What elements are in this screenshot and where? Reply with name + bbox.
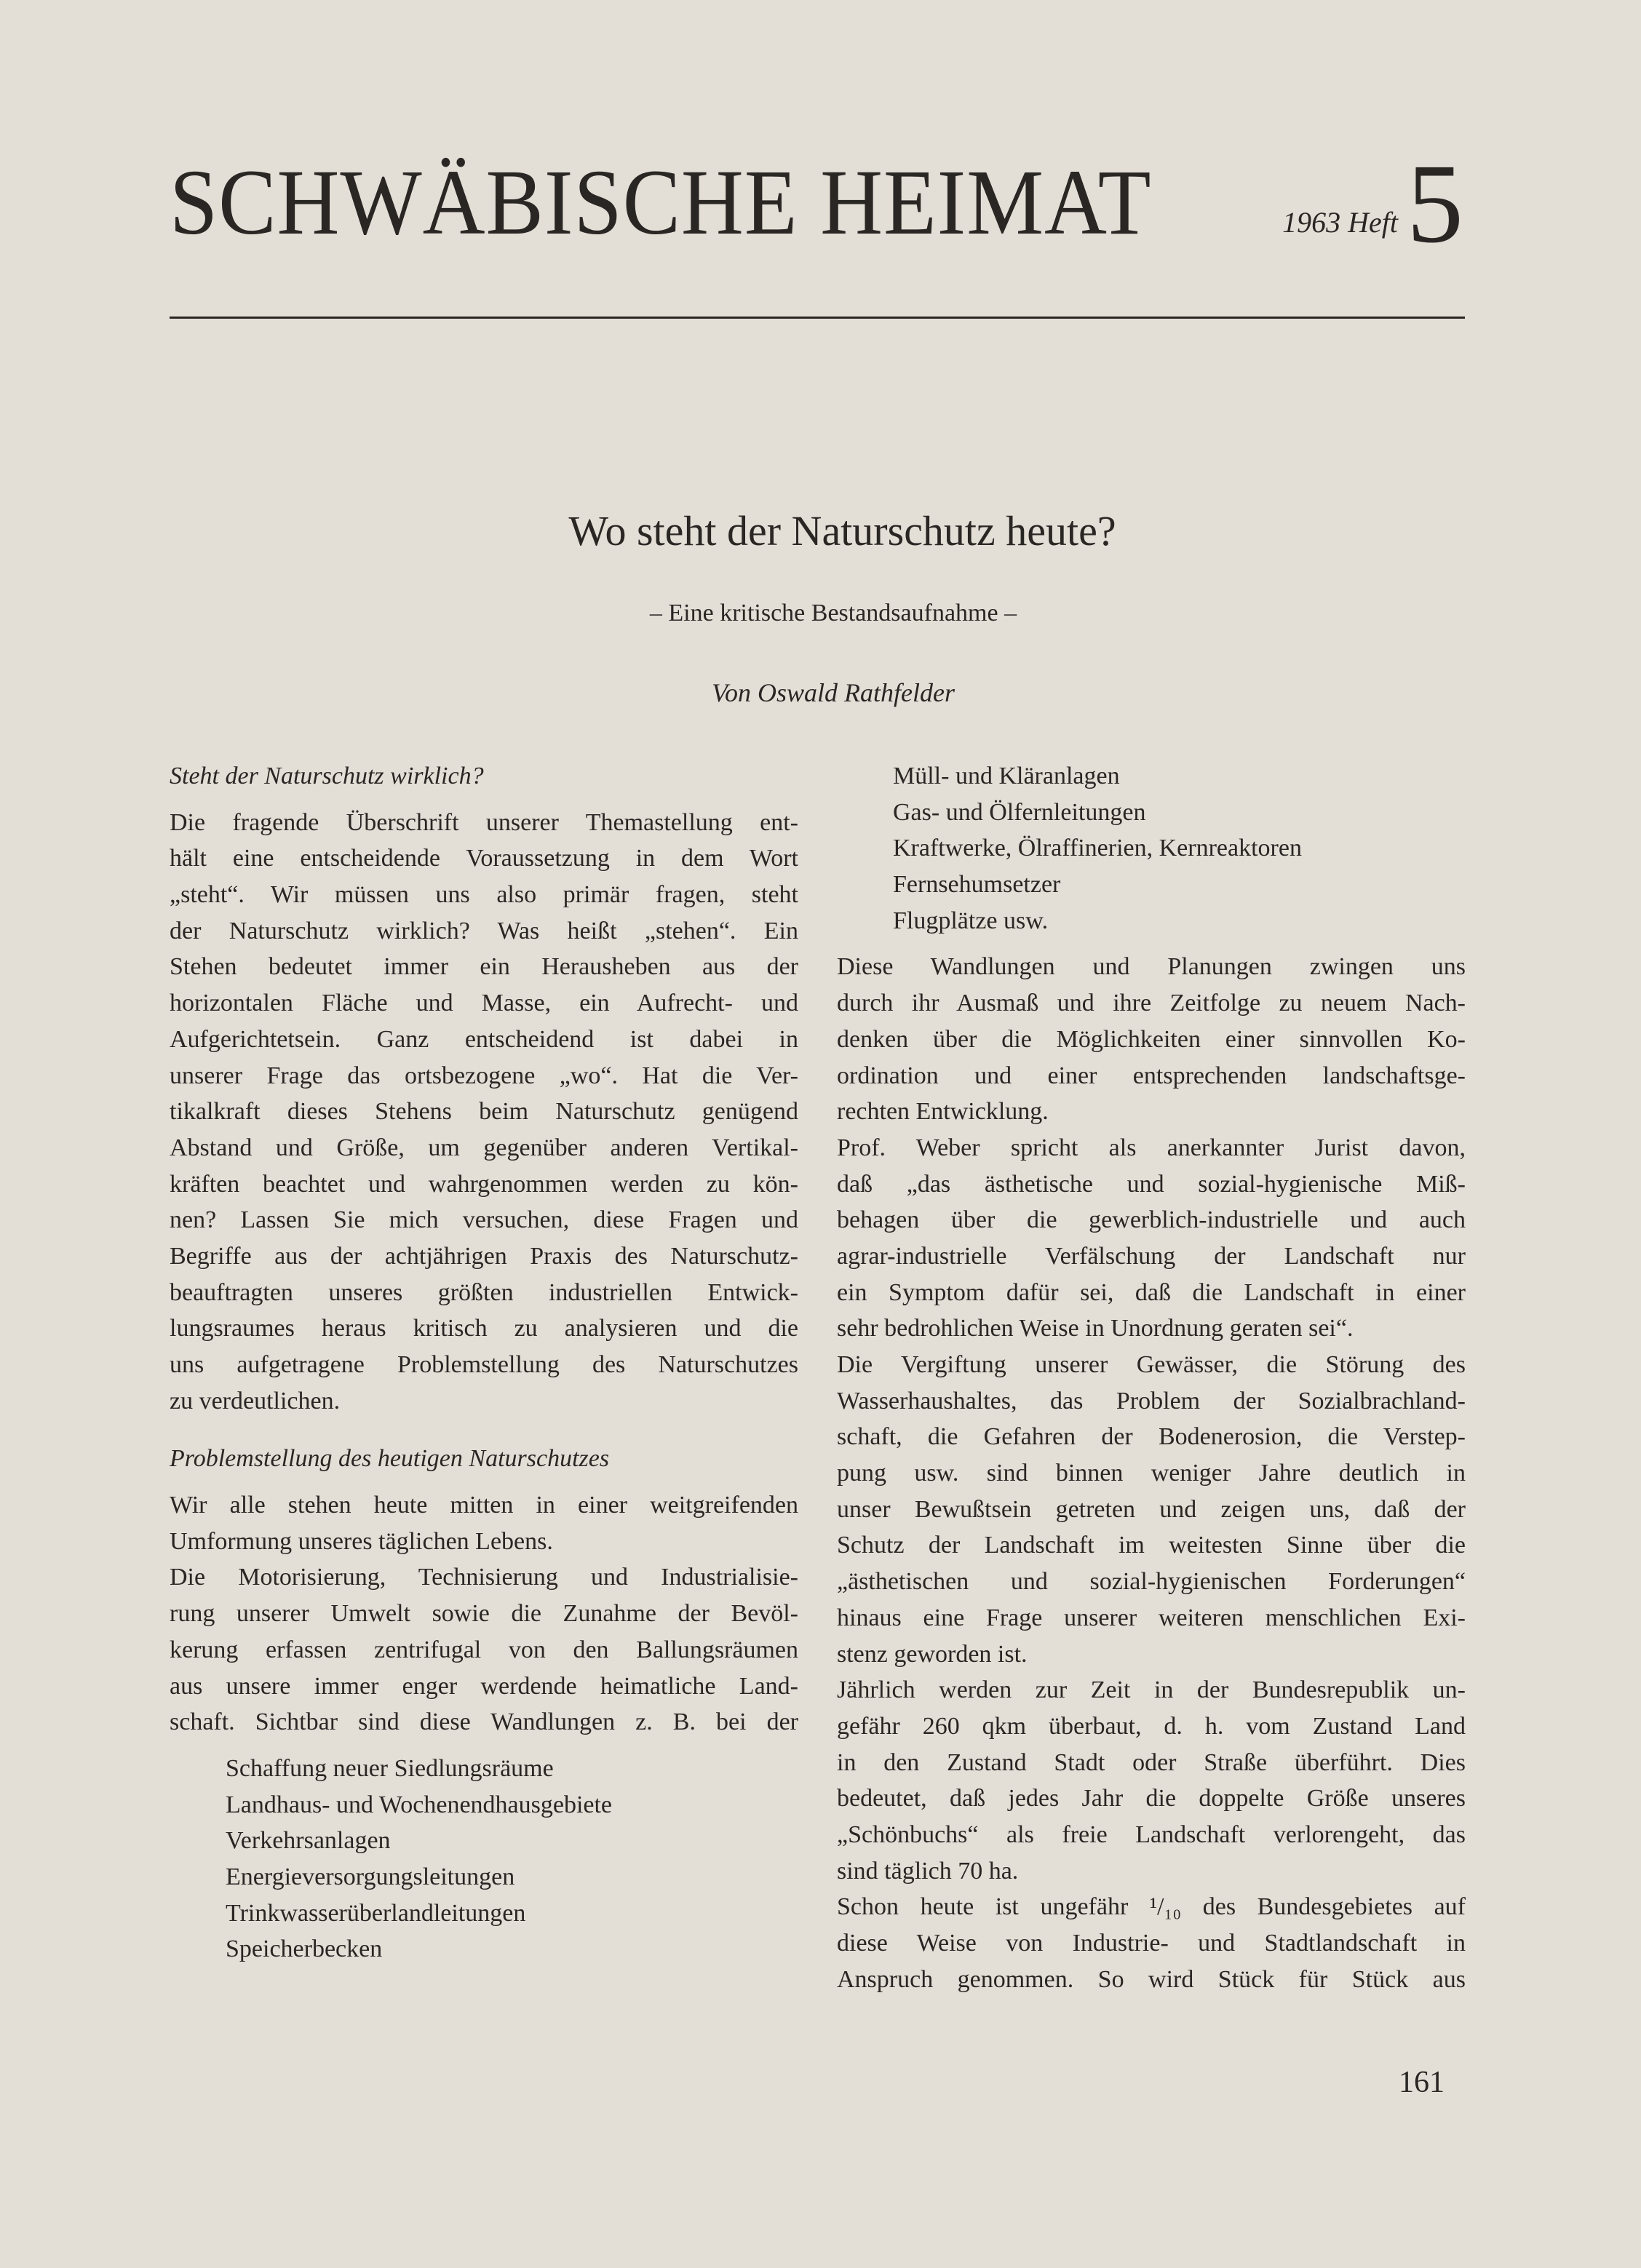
- text-line: Begriffe aus der achtjährigen Praxis des Naturschutz-: [170, 1242, 798, 1270]
- text-line: Prof. Weber spricht als anerkannter Jurist davon,: [837, 1134, 1466, 1161]
- text-line: Abstand und Größe, um gegenüber anderen Vertikal-: [170, 1134, 798, 1161]
- article-title: Wo steht der Naturschutz heute?: [568, 507, 1116, 554]
- list-item: Gas- und Ölfernleitungen: [893, 798, 1146, 826]
- list-item: Energieversorgungsleitungen: [226, 1863, 515, 1890]
- article-author: Von Oswald Rathfelder: [712, 678, 955, 707]
- text-line: „Schönbuchs“ als freie Landschaft verlorengeht, das: [837, 1821, 1466, 1848]
- text-line: schaft. Sichtbar sind diese Wandlungen z. B. bei der: [170, 1708, 798, 1736]
- text-line: behagen über die gewerblich-industrielle und auch: [837, 1206, 1466, 1234]
- text-line: unserer Frage das ortsbezogene „wo“. Hat die Ver-: [170, 1062, 798, 1089]
- text-line: Schon heute ist ungefähr ¹/₁₀ des Bundesgebietes auf: [837, 1893, 1466, 1921]
- text-line: lungsraumes heraus kritisch zu analysieren und die: [170, 1315, 798, 1342]
- text-line: Die fragende Überschrift unserer Themastellung ent-: [170, 808, 798, 836]
- issue-year: 1963 Heft: [1282, 206, 1398, 239]
- text-line: bedeutet, daß jedes Jahr die doppelte Größe unseres: [837, 1785, 1466, 1813]
- text-line: Schutz der Landschaft im weitesten Sinne über die: [837, 1532, 1466, 1559]
- text-line: beauftragten unseres größten industriellen Entwick-: [170, 1278, 798, 1306]
- text-line: „ästhetischen und sozial-hygienischen Forderungen“: [837, 1568, 1466, 1596]
- paragraph: [170, 1487, 798, 1559]
- list-item: Kraftwerke, Ölraffinerien, Kernreaktoren: [893, 835, 1302, 862]
- text-line: ordination und einer entsprechenden landschaftsge-: [837, 1062, 1466, 1089]
- text-line: stenz geworden ist.: [837, 1640, 1028, 1668]
- journal-title: SCHWÄBISCHE HEIMAT: [170, 151, 1152, 254]
- text-line: pung usw. sind binnen weniger Jahre deutlich in: [837, 1460, 1466, 1487]
- text-line: tikalkraft dieses Stehens beim Naturschutz genügend: [170, 1098, 798, 1126]
- text-line: schaft, die Gefahren der Bodenerosion, die Verstep-: [837, 1423, 1466, 1451]
- text-line: Die Motorisierung, Technisierung und Industrialisie-: [170, 1564, 798, 1591]
- list-item: Müll- und Kläranlagen: [893, 763, 1120, 789]
- article-subtitle: – Eine kritische Bestandsaufnahme –: [649, 600, 1017, 626]
- text-line: rung unserer Umwelt sowie die Zunahme der Bevöl-: [170, 1600, 798, 1628]
- list-item: Flugplätze usw.: [893, 907, 1049, 934]
- right-column: [837, 758, 1466, 1997]
- list-item: Verkehrsanlagen: [226, 1827, 391, 1855]
- text-line: in den Zustand Stadt oder Straße überführt. Dies: [837, 1748, 1466, 1776]
- indented-list: [170, 1751, 798, 1967]
- text-line: rechten Entwicklung.: [837, 1098, 1049, 1126]
- text-line: hinaus eine Frage unserer weiteren menschlichen Exi-: [837, 1604, 1466, 1631]
- text-line: horizontalen Fläche und Masse, ein Aufrecht- und: [170, 990, 798, 1017]
- text-line: sehr bedrohlichen Weise in Unordnung geraten sei“.: [837, 1315, 1354, 1342]
- list-item: Fernsehumsetzer: [893, 871, 1061, 899]
- list-item: Speicherbecken: [226, 1935, 383, 1963]
- paragraph: [837, 1889, 1466, 1997]
- list-item: Schaffung neuer Siedlungsräume: [226, 1754, 554, 1782]
- left-column: [170, 758, 798, 1967]
- text-line: kerung erfassen zentrifugal von den Ballungsräumen: [170, 1636, 798, 1663]
- text-line: kräften beachtet und wahrgenommen werden zu kön-: [170, 1170, 798, 1198]
- text-line: der Naturschutz wirklich? Was heißt „stehen“. Ein: [170, 917, 798, 944]
- text-line: „steht“. Wir müssen uns also primär fragen, steht: [170, 881, 798, 909]
- text-line: Umformung unseres täglichen Lebens.: [170, 1527, 553, 1555]
- text-line: uns aufgetragene Problemstellung des Naturschutzes: [170, 1351, 798, 1378]
- text-line: gefähr 260 qkm überbaut, d. h. vom Zustand Land: [837, 1712, 1466, 1740]
- paragraph: [837, 1347, 1466, 1672]
- text-line: Aufgerichtetsein. Ganz entscheidend ist dabei in: [170, 1025, 798, 1053]
- masthead: [170, 140, 1465, 266]
- text-line: diese Weise von Industrie- und Stadtlandschaft in: [837, 1930, 1466, 1957]
- masthead-rule: [170, 317, 1465, 319]
- text-line: denken über die Möglichkeiten einer sinnvollen Ko-: [837, 1025, 1466, 1053]
- list-item: Landhaus- und Wochenendhausgebiete: [226, 1791, 613, 1818]
- text-line: ein Symptom dafür sei, daß die Landschaft in einer: [837, 1278, 1466, 1306]
- text-line: nen? Lassen Sie mich versuchen, diese Fragen und: [170, 1206, 798, 1234]
- text-line: Die Vergiftung unserer Gewässer, die Störung des: [837, 1351, 1466, 1378]
- text-line: sind täglich 70 ha.: [837, 1857, 1019, 1885]
- paragraph: [837, 1130, 1466, 1347]
- paragraph: [170, 1559, 798, 1740]
- text-line: hält eine entscheidende Voraussetzung in dem Wort: [170, 845, 798, 872]
- text-line: durch ihr Ausmaß und ihre Zeitfolge zu neuem Nach-: [837, 990, 1466, 1017]
- page-number: 161: [1399, 2066, 1445, 2099]
- text-line: Wir alle stehen heute mitten in einer weitgreifenden: [170, 1492, 798, 1519]
- text-line: Wasserhaushaltes, das Problem der Sozialbrachland-: [837, 1387, 1466, 1414]
- text-line: Stehen bedeutet immer ein Herausheben aus der: [170, 953, 798, 981]
- text-line: Jährlich werden zur Zeit in der Bundesrepublik un-: [837, 1676, 1466, 1704]
- paragraph: [837, 1672, 1466, 1889]
- paragraph: [170, 805, 798, 1420]
- text-line: agrar-industrielle Verfälschung der Landschaft nur: [837, 1242, 1466, 1270]
- issue-number: 5: [1407, 140, 1463, 266]
- text-line: Anspruch genommen. So wird Stück für Stück aus: [837, 1965, 1466, 1993]
- text-line: Diese Wandlungen und Planungen zwingen uns: [837, 953, 1466, 981]
- list-item: Trinkwasserüberlandleitungen: [226, 1899, 526, 1927]
- text-line: unser Bewußtsein getreten und zeigen uns, daß der: [837, 1495, 1466, 1523]
- section-heading: Steht der Naturschutz wirklich?: [170, 763, 484, 789]
- text-line: daß „das ästhetische und sozial-hygienische Miß-: [837, 1170, 1466, 1198]
- indented-list: [837, 758, 1466, 939]
- section-heading: Problemstellung des heutigen Naturschutzes: [170, 1445, 610, 1473]
- paragraph: [837, 949, 1466, 1129]
- text-line: aus unsere immer enger werdende heimatliche Land-: [170, 1672, 798, 1700]
- text-line: zu verdeutlichen.: [170, 1387, 341, 1414]
